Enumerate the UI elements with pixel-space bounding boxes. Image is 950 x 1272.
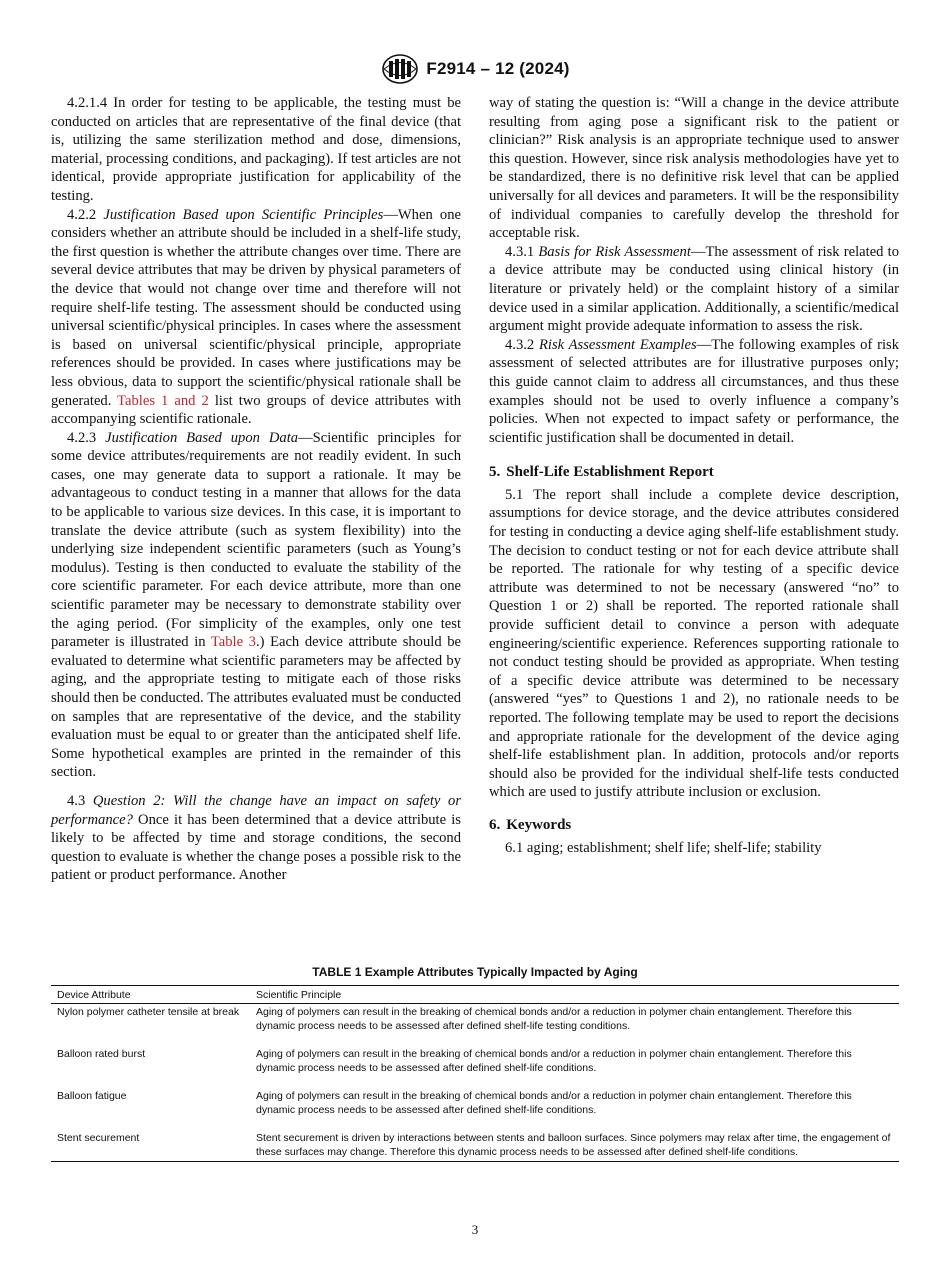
section-title: Keywords [506, 816, 572, 833]
section-number: 5. [489, 464, 501, 481]
table-cell: Balloon fatigue [57, 1090, 127, 1102]
paragraph-4-3-1 [489, 243, 899, 336]
section-title: Justification Based upon Data [105, 429, 299, 446]
section-title: Justification Based upon Scientific Principles [103, 206, 384, 223]
attributes-table [51, 985, 899, 1162]
paragraph-text: —Scientific principles for some device attributes/requirements are not readily evident. In such cases, one may generate data to support a rationale. It may be advantageous to conduct testing in a manner that allows for the data to be applicable to various size devices. In this case, it is important to translate the device attribute (such as system flexibility) into the underlying size independent scientific parameters (such as Young’s modulus). Testing is then conducted to evaluate the stability of the core scientific parameter. For each device attribute, more than one scientific parameter may be necessary to demonstrate stability over the aging period. (For simplicity of the examples, only one test parameter is illustrated in [51, 429, 461, 651]
paragraph-text: —When one considers whether an attribute should be included in a shelf-life study, the first question is whether the attribute changes over time. There are several device attributes that may be driven by physical parameters of the device that would not change over time and therefore will not require shelf-life testing. The assessment should be conducted using universal scientific/physical principles. In cases where the assessment is based on universal scientific/physical principle, appropriate references should be provided. In cases where justifications may be less obvious, data to support the scientific/physical rationale shall be generated. [51, 206, 461, 409]
table-cell: Aging of polymers can result in the breaking of chemical bonds and/or a reduction in polymer chain entanglement. Therefore this dynamic process needs to be assessed after defined shelf-life testing conditions. [256, 1006, 852, 1032]
table-title: TABLE 1 Example Attributes Typically Impacted by Aging [312, 965, 638, 979]
section-title: Basis for Risk Assessment [538, 243, 691, 260]
table-cell: Nylon polymer catheter tensile at break [57, 1006, 240, 1018]
section-number: 4.2.3 [67, 429, 97, 446]
section-title: Risk Assessment Examples [538, 336, 697, 353]
right-column [489, 94, 899, 857]
section-5-heading [489, 463, 899, 482]
paragraph-5-1: 5.1 The report shall include a complete device description, assumptions for device storage, and the device attributes considered for testing in conducting a device aging shelf-life establishment study. The decision to conduct testing or not for each device attribute shall be reported. The rationale for why testing of a specific device attribute was determined to not be necessary (answered “no” to Question 1 or 2) shall be reported. The reported rationale shall provide sufficient detail to convince a person with adequate engineering/scientific experience. References supporting rationale to not conduct testing should be provided as appropriate. When testing of a specific device attribute was determined to be necessary (answered “yes” to Questions 1 and 2), no rationale needs to be reported. The following template may be used to report the decisions and appropriate rationale for the development of the device aging shelf-life establishment plan. In addition, protocols and/or reports should also be provided for the individual shelf-life tests conducted which are used to justify attribute inclusion or exclusion. [489, 486, 899, 801]
table-3-link[interactable]: Table 3 [210, 634, 256, 651]
table-cell: Stent securement is driven by interactions between stents and balloon surfaces. Since polymers may relax after time, the engagement of these surfaces may change. Therefore this dynamic process needs to be assessed after defined shelf-life conditions. [250, 1130, 899, 1162]
column-header: Device Attribute [51, 986, 250, 1004]
table-cell: Aging of polymers can result in the breaking of chemical bonds and/or a reduction in polymer chain entanglement. Therefore this dynamic process needs to be assessed after defined shelf-life conditions. [256, 1048, 852, 1074]
page-number: 3 [471, 1222, 479, 1237]
document-id: F2914 – 12 (2024) [426, 59, 570, 78]
section-title: Question 2: Will the change have an impact on safety or performance? [51, 792, 462, 828]
section-number: 4.2.2 [67, 206, 97, 223]
paragraph-4-2-2 [51, 206, 461, 429]
paragraph-4-2-1-4: 4.2.1.4 In order for testing to be applicable, the testing must be conducted on articles that are representative of the final device (that is, utilizing the same sterilization method and dose, dimensions, material, processing conditions, and packaging). If test articles are not identical, provide appropriate justification for applicability of the testing. [51, 95, 461, 204]
paragraph-6-1: 6.1 aging; establishment; shelf life; shelf-life; stability [505, 839, 822, 856]
column-header: Scientific Principle [250, 986, 899, 1004]
table-row [51, 1130, 899, 1162]
section-number: 4.3.1 [505, 243, 535, 260]
section-6-heading [489, 816, 899, 835]
left-column [51, 94, 461, 885]
paragraph-text: .) Each device attribute should be evaluated to determine what scientific parameters may be affected by aging, and the appropriate testing to mitigate each of those risks should then be conducted. The attributes evaluated must be conducted on samples that are representative of the device, and the stability evaluation must be equal to or greater than the anticipated shelf life. Some hypothetical examples are printed in the remainder of this section. [51, 634, 461, 781]
astm-logo-icon [380, 52, 420, 86]
paragraph-4-3 [51, 792, 461, 885]
table-header-row [51, 986, 899, 1004]
section-title: Shelf-Life Establishment Report [506, 464, 714, 481]
table-cell: Stent securement [51, 1130, 250, 1162]
paragraph-text: list two groups of device attributes with accompanying scientific rationale. [51, 392, 461, 428]
paragraph-text: Once it has been determined that a device attribute is likely to be affected by time and storage conditions, the second question to evaluate is whether the change poses a possible risk to the patient or product performance. Another [51, 811, 461, 884]
paragraph-text: —The assessment of risk related to a device attribute may be conducted using clinical history (in literature or privately held) or the complaint history of a similar device used in a similar application. Additionally, a scientific/medical argument might provide adequate information to assess the risk. [489, 243, 899, 335]
table-1 [51, 965, 899, 1162]
table-row [51, 1088, 899, 1130]
table-row [51, 1046, 899, 1088]
paragraph-4-3-2 [489, 336, 899, 448]
section-number: 6. [489, 816, 501, 833]
table-row [51, 1004, 899, 1047]
paragraph-4-3-cont: way of stating the question is: “Will a change in the device attribute resulting from aging pose a significant risk to the patient or clinician?” Risk analysis is an appropriate technique used to answer this question. However, since risk analysis methodologies have yet to be standardized, there is no definitive risk level that can be applied universally for all devices and parameters. It will be the responsibility of individual companies to carefully develop the threshold for acceptable risk. [489, 95, 899, 242]
table-cell: Balloon rated burst [57, 1048, 146, 1060]
table-cell: Aging of polymers can result in the breaking of chemical bonds and/or a reduction in polymer chain entanglement. Therefore this dynamic process needs to be assessed after defined shelf-life conditions. [256, 1090, 852, 1116]
tables-1-2-link[interactable]: Tables 1 and 2 [117, 392, 209, 409]
section-number: 4.3.2 [505, 336, 535, 353]
paragraph-text: —The following examples of risk assessment of selected attributes are for illustrative purposes only; this guide cannot claim to address all circumstances, and thus these examples should not be used to overly influence a company’s policies. When not expected to impact safety or performance, the scientific justification shall be documented in detail. [489, 336, 899, 446]
section-number: 4.3 [67, 792, 86, 809]
page-header [0, 52, 950, 91]
paragraph-4-2-3 [51, 429, 461, 782]
